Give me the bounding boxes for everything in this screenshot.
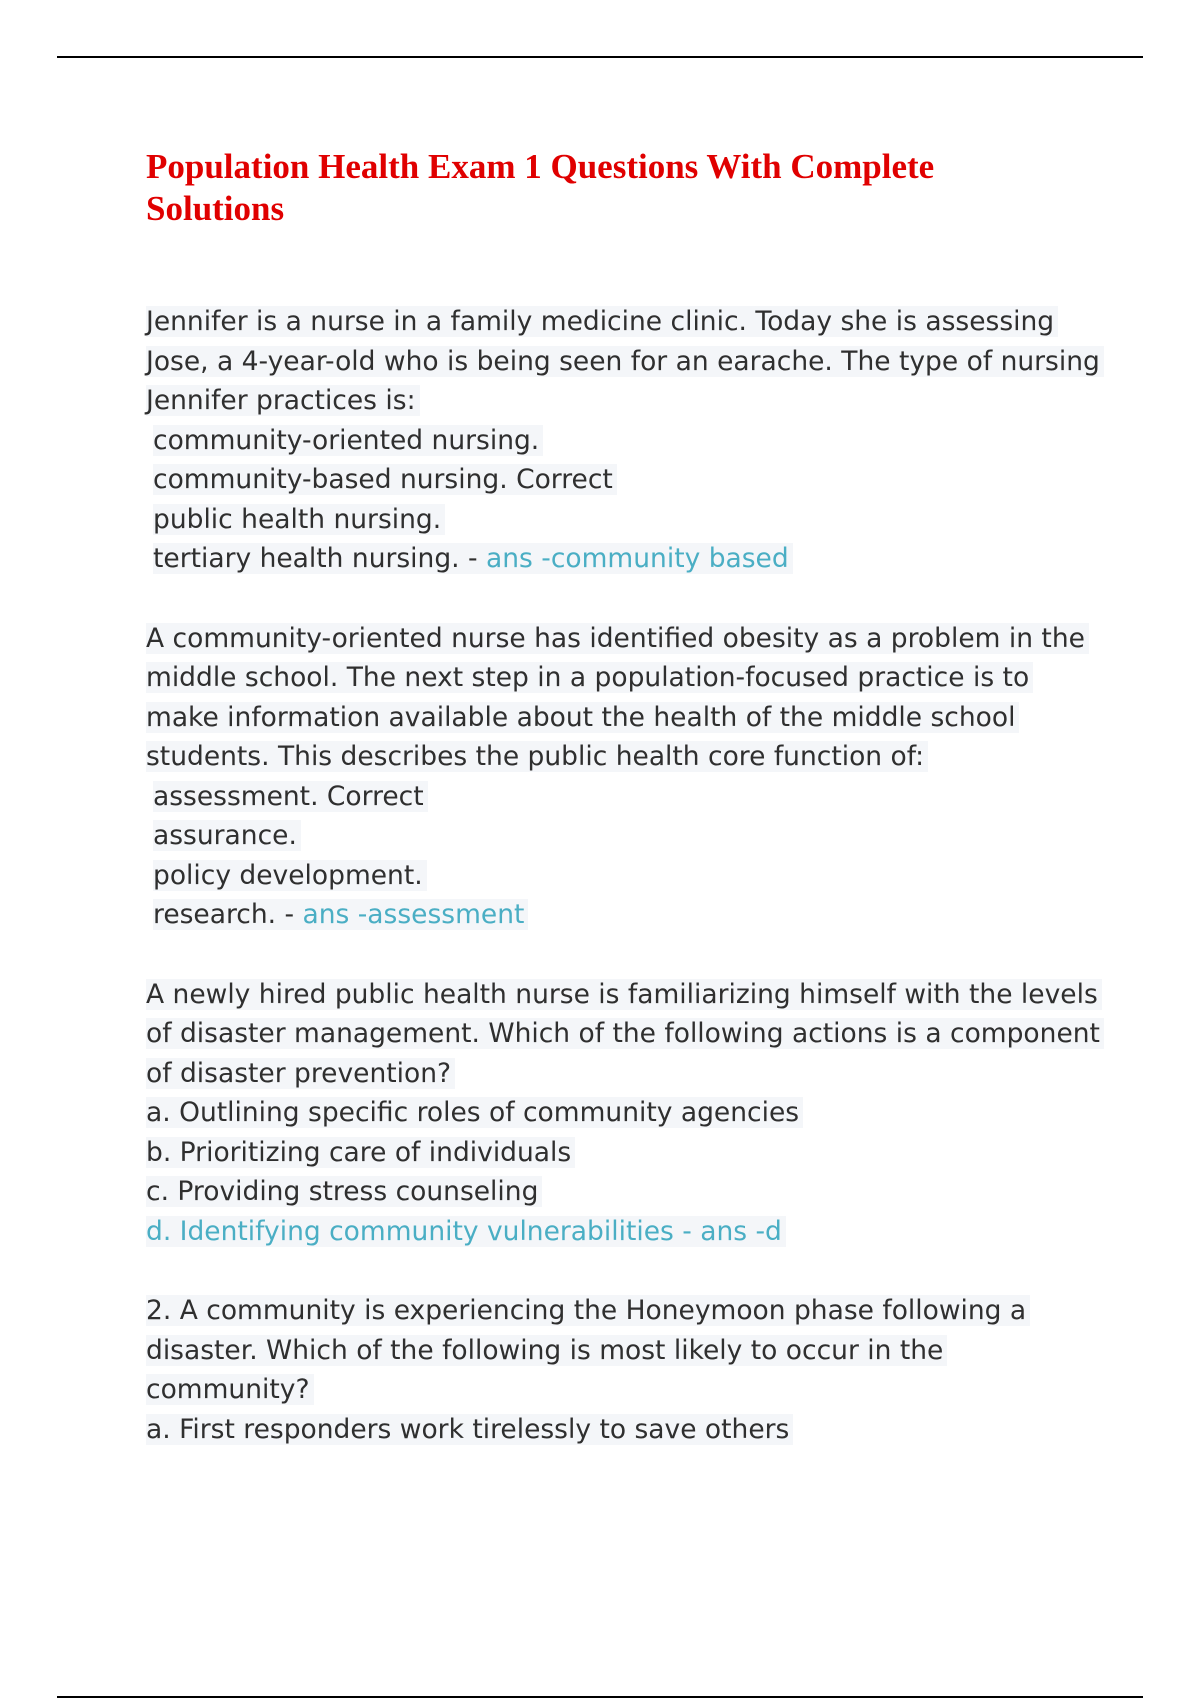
answer-key: d. Identifying community vulnerabilities - ans -d [146,1216,786,1247]
question-block [146,1291,1106,1449]
question-stem-line: A newly hired public health nurse is familiarizing himself with the levels [146,979,1102,1010]
answer-option: public health nursing. [153,504,445,535]
footer-rule [57,1696,1143,1698]
question-block [146,302,1106,579]
question-stem-line: A community-oriented nurse has identified obesity as a problem in the [146,623,1089,654]
question-stem-line: 2. A community is experiencing the Honeymoon phase following a [146,1295,1030,1326]
question-stem-line: community? [146,1374,314,1405]
title-line-1: Population Health Exam 1 Questions With Complete [146,147,935,186]
answer-option: a. First responders work tirelessly to save others [146,1414,793,1445]
question-stem-line: Jennifer is a nurse in a family medicine clinic. Today she is assessing [146,306,1058,337]
answer-option: b. Prioritizing care of individuals [146,1137,575,1168]
answer-option: a. Outlining specific roles of community agencies [146,1097,803,1128]
answer-option-with-key [153,543,793,574]
title-line-2: Solutions [146,189,285,228]
answer-key: ans -assessment [302,899,525,930]
answer-option: policy development. [153,860,427,891]
question-stem-line: of disaster management. Which of the following actions is a component [146,1018,1104,1049]
answer-option: c. Providing stress counseling [146,1176,542,1207]
answer-option: research. - [153,899,303,930]
header-rule [57,56,1143,58]
question-stem-line: middle school. The next step in a population-focused practice is to [146,662,1033,693]
question-stem-line: Jennifer practices is: [146,385,420,416]
question-stem-line: of disaster prevention? [146,1058,455,1089]
question-block [146,619,1106,935]
question-stem-line: disaster. Which of the following is most likely to occur in the [146,1335,947,1366]
question-stem-line: make information available about the health of the middle school [146,702,1019,733]
question-stem-line: students. This describes the public health core function of: [146,741,928,772]
answer-option: community-based nursing. Correct [153,464,617,495]
question-block [146,975,1106,1252]
document-body [146,146,1106,1489]
document-title [146,146,1106,230]
answer-option: tertiary health nursing. - [153,543,486,574]
answer-key: ans -community based [486,543,789,574]
answer-option: community-oriented nursing. [153,425,543,456]
answer-option: assurance. [153,820,301,851]
answer-option-with-key [153,899,528,930]
answer-option: assessment. Correct [153,781,428,812]
question-stem-line: Jose, a 4-year-old who is being seen for an earache. The type of nursing [146,346,1104,377]
